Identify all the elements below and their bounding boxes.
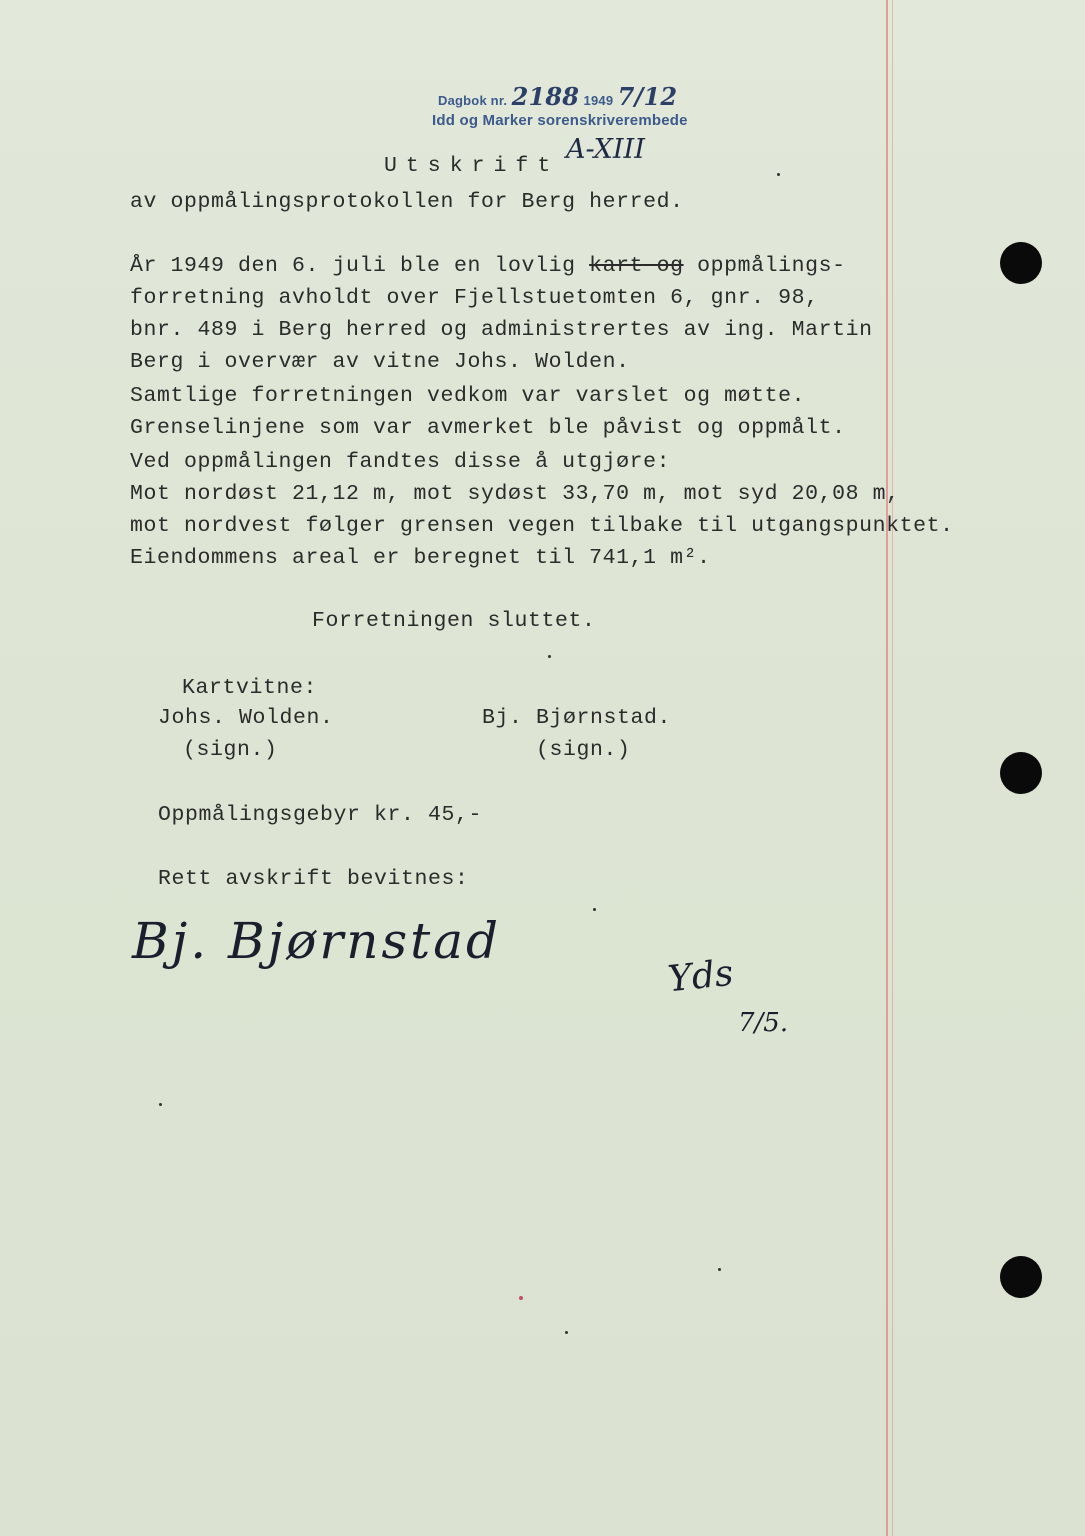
body-line-2: forretning avholdt over Fjellstuetomten 6, gnr. 98, bbox=[130, 286, 819, 310]
body-line-4: Berg i overvær av vitne Johs. Wolden. bbox=[130, 350, 630, 374]
speck bbox=[159, 1103, 162, 1106]
punch-hole-bottom bbox=[1000, 1256, 1042, 1298]
stamp-prefix: Dagbok nr. bbox=[438, 93, 508, 108]
speck bbox=[565, 1331, 568, 1334]
body-line-1 bbox=[130, 254, 846, 278]
handwritten-signature: Bj. Bjørnstad bbox=[132, 912, 502, 970]
speck bbox=[777, 173, 780, 176]
handwritten-initials: Yds bbox=[666, 952, 736, 1001]
red-speck bbox=[519, 1296, 523, 1300]
punch-hole-top bbox=[1000, 242, 1042, 284]
body-line-3: bnr. 489 i Berg herred og administrertes av ing. Martin bbox=[130, 318, 873, 342]
body-line-1b: oppmålings- bbox=[683, 254, 846, 278]
registry-stamp-line1 bbox=[438, 82, 677, 111]
surveyor-sign: (sign.) bbox=[536, 738, 631, 762]
attestation-line: Rett avskrift bevitnes: bbox=[158, 867, 469, 891]
margin-line-secondary bbox=[892, 0, 893, 1536]
closing-text: Forretningen sluttet. bbox=[312, 609, 596, 633]
body-line-1a: År 1949 den 6. juli ble en lovlig bbox=[130, 254, 590, 278]
document-subtitle: av oppmålingsprotokollen for Berg herred. bbox=[130, 190, 684, 214]
witness-sign: (sign.) bbox=[183, 738, 278, 762]
stamp-number: 2188 bbox=[511, 82, 580, 111]
registry-stamp-line2: Idd og Marker sorenskriverembede bbox=[432, 112, 688, 129]
fee-line: Oppmålingsgebyr kr. 45,- bbox=[158, 803, 483, 827]
punch-hole-middle bbox=[1000, 752, 1042, 794]
margin-line bbox=[886, 0, 888, 1536]
handwritten-initials-date: 7/5. bbox=[738, 1008, 789, 1038]
witness-label: Kartvitne: bbox=[182, 676, 318, 700]
witness-name: Johs. Wolden. bbox=[158, 706, 334, 730]
body-line-5: Samtlige forretningen vedkom var varslet og møtte. bbox=[130, 384, 806, 408]
body-line-10: Eiendommens areal er beregnet til 741,1 m². bbox=[130, 546, 711, 570]
document-title: Utskrift bbox=[384, 154, 560, 178]
speck bbox=[718, 1268, 721, 1271]
speck bbox=[548, 655, 551, 658]
body-line-7: Ved oppmålingen fandtes disse å utgjøre: bbox=[130, 450, 671, 474]
struck-text: kart og bbox=[589, 254, 684, 278]
speck bbox=[593, 908, 596, 911]
stamp-year: 1949 bbox=[583, 93, 614, 108]
stamp-date: 7/12 bbox=[617, 82, 678, 111]
body-line-6: Grenselinjene som var avmerket ble påvist og oppmålt. bbox=[130, 416, 846, 440]
body-line-9: mot nordvest følger grensen vegen tilbake til utgangspunktet. bbox=[130, 514, 954, 538]
stamp-reference: A-XIII bbox=[566, 134, 645, 165]
body-line-8: Mot nordøst 21,12 m, mot sydøst 33,70 m, mot syd 20,08 m, bbox=[130, 482, 900, 506]
surveyor-name: Bj. Bjørnstad. bbox=[482, 706, 672, 730]
